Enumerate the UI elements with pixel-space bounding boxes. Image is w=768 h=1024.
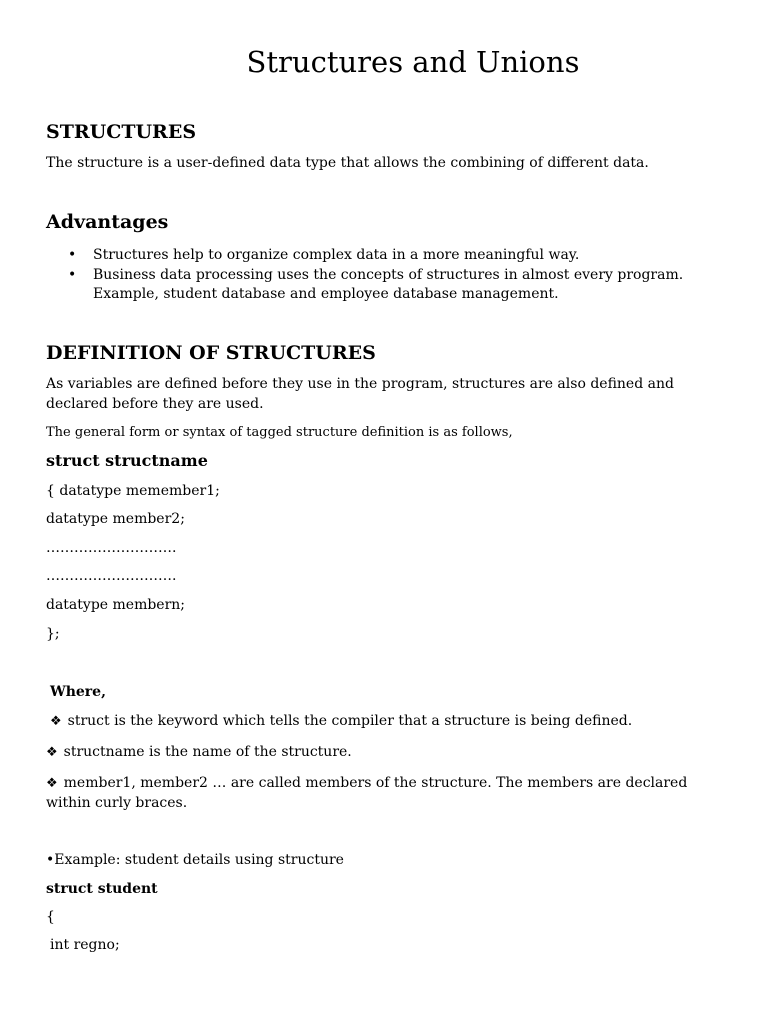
where-item [50,712,632,732]
example-code-line: { [46,909,55,925]
syntax-line: { datatype memember1; [46,483,220,499]
example-code-line: int regno; [50,937,120,953]
where-item-text: struct is the keyword which tells the compiler that a structure is being defined. [67,713,633,729]
advantages-item-text: Business data processing uses the concepts of structures in almost every program. Example, student database and employee database management. [93,266,684,302]
syntax-line: }; [46,626,60,642]
where-label: Where, [50,684,106,700]
where-item-text: member1, member2 … are called members of the structure. The members are declared within curly braces. [46,775,688,811]
definition-description: As variables are defined before they use in the program, structures are also defined and declared before they are used. [46,376,674,412]
where-item [46,774,726,813]
advantages-heading: Advantages [46,211,169,233]
advantages-item [68,266,738,305]
bullet-icon: • [68,266,77,283]
advantages-list [68,246,738,305]
where-item [46,743,352,763]
diamond-icon: ❖ [46,745,58,760]
diamond-icon: ❖ [46,776,58,791]
bullet-icon: • [68,247,77,263]
example-text: •Example: student details using structure [46,852,344,868]
general-form-text: The general form or syntax of tagged structure definition is as follows, [46,425,513,440]
syntax-line: ………………………. [46,540,177,556]
advantages-item [68,246,738,266]
structures-description: The structure is a user-defined data type that allows the combining of different data. [46,155,649,171]
example-code-title: struct student [46,881,158,897]
syntax-line: ………………………. [46,568,177,584]
page-title: Structures and Unions [246,45,580,79]
syntax-line: datatype member2; [46,511,185,527]
structures-heading: STRUCTURES [46,121,197,143]
syntax-title: struct structname [46,451,208,470]
advantages-item-text: Structures help to organize complex data in a more meaningful way. [93,247,580,263]
definition-heading: DEFINITION OF STRUCTURES [46,342,376,364]
diamond-icon: ❖ [50,714,62,729]
syntax-line: datatype membern; [46,597,186,613]
where-item-text: structname is the name of the structure. [63,744,352,760]
